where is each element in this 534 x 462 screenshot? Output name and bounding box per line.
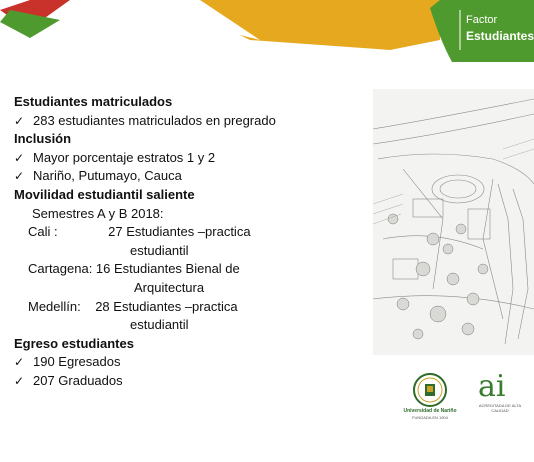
main-content [14,93,364,391]
cartagena-line: Cartagena: 16 Estudiantes Bienal de [28,261,240,277]
inclusion-item: Nariño, Putumayo, Cauca [33,168,182,184]
medellin-continuation: estudiantil [130,317,189,333]
checkmark-icon: ✓ [14,113,25,128]
banner-green-left-shape [0,10,60,38]
factor-label: Factor [466,14,498,26]
inclusion-item: Mayor porcentaje estratos 1 y 2 [33,149,216,165]
egreso-heading: Egreso estudiantes [14,335,134,351]
cali-line: Cali : 27 Estudiantes –practica [28,224,251,240]
acreditacion-caption: ACREDITADA DE ALTA CALIDAD [478,403,522,413]
checkmark-icon: ✓ [14,373,25,388]
header-banner [0,0,534,70]
matriculados-item: 283 estudiantes matriculados en pregrado [33,112,276,128]
movilidad-heading: Movilidad estudiantil saliente [14,186,195,202]
egreso-item: 207 Graduados [33,372,123,388]
universidad-narino-logo [404,372,456,430]
campus-sketch-image [373,89,534,355]
cali-continuation: estudiantil [130,242,189,258]
matriculados-heading: Estudiantes matriculados [14,94,173,109]
egreso-item: 190 Egresados [33,354,121,370]
list-item [14,149,364,168]
checkmark-icon: ✓ [14,169,25,184]
universidad-narino-founded: FUNDADA EN 1904 [412,415,448,420]
acreditacion-ai-logo: ai [478,369,506,404]
checkmark-icon: ✓ [14,150,25,165]
list-item [14,112,364,131]
cartagena-continuation: Arquitectura [134,279,205,295]
inclusion-heading: Inclusión [14,131,72,147]
section-title: Estudiantes [466,29,534,43]
universidad-narino-name: Universidad de Nariño [403,408,457,414]
medellin-line: Medellín: 28 Estudiantes –practica [28,298,238,314]
list-item [14,353,364,372]
checkmark-icon: ✓ [14,355,25,370]
semestres-text: Semestres A y B 2018: [32,205,164,221]
list-item [14,372,364,391]
list-item [14,167,364,186]
